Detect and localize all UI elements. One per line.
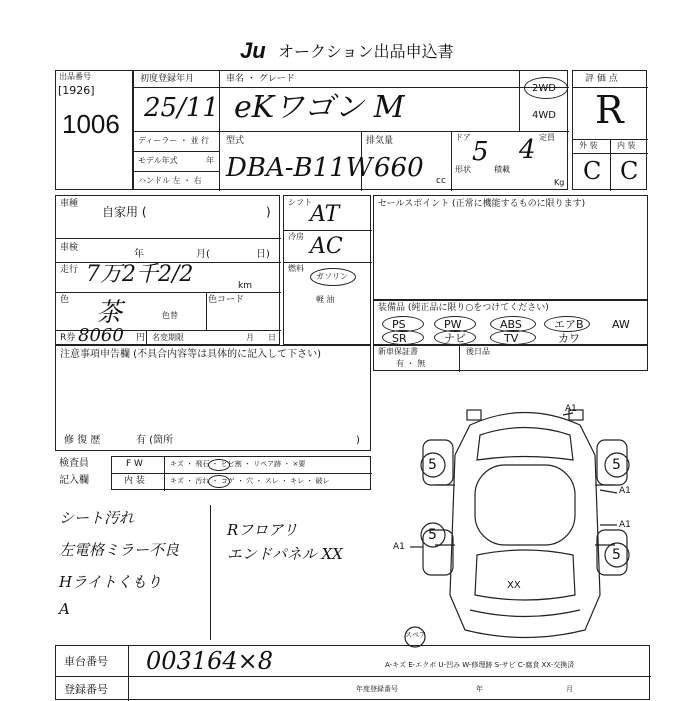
remark-right-1: エンドパネル XX	[227, 545, 343, 563]
type-label: 型式	[226, 136, 245, 146]
recycle-label: R券	[60, 333, 76, 343]
inspection-day: 日)	[256, 249, 270, 260]
damage-legend: A-キズ E-エクボ U-凹み W-修理跡 S-サビ C-腐食 XX-交換済	[385, 661, 575, 669]
warranty-box	[373, 345, 648, 371]
notes-label: 注意事項申告欄 (不具合内容等は具体的に記入して下さい)	[60, 349, 321, 360]
first-reg-label: 初度登録年月	[140, 74, 195, 84]
first-reg-value: 25/11	[144, 93, 219, 123]
name-change-label: 名変期限	[152, 333, 184, 342]
drive-2wd: 2WD	[532, 83, 556, 94]
color-label: 色	[60, 295, 70, 305]
capacity-value: 4	[519, 135, 536, 165]
repair-value: 有 (箇所	[136, 435, 174, 446]
chassis-value: 003164×8	[146, 647, 273, 675]
logo: Ju	[240, 38, 266, 63]
equip-leather: カワ	[558, 332, 580, 345]
remarks-area	[55, 505, 385, 640]
registration-block	[55, 195, 280, 345]
interior-items: キズ ・ 汚れ ・ コゲ ・ 穴 ・ スレ ・ キレ ・ 破レ	[170, 477, 330, 485]
mileage-label: 走行	[60, 265, 79, 275]
notes-box	[55, 345, 371, 451]
repair-close: )	[356, 435, 360, 446]
mark-left-rear: A1	[393, 542, 405, 552]
equip-aw: AW	[612, 318, 630, 331]
equip-pw: PW	[444, 318, 462, 331]
equip-airbag: エアB	[554, 318, 584, 331]
bottom-row-label: 年度登録番号	[356, 685, 398, 693]
car-diagram	[395, 395, 655, 665]
mark-wheel-fl: 5	[428, 457, 437, 473]
equip-sr: SR	[392, 332, 407, 345]
model-year-suffix: 年	[206, 156, 214, 165]
type-value: DBA-B11W	[226, 153, 373, 183]
interior-check-label: 内 装	[124, 476, 145, 486]
doors-value: 5	[472, 137, 489, 167]
equip-tv: TV	[504, 332, 519, 345]
fuel-gasoline: ガソリン	[316, 272, 348, 281]
mileage-value: 7万2千2/2	[86, 262, 194, 287]
aircon-label: 冷房	[288, 232, 304, 241]
recycle-yen: 円	[136, 333, 146, 343]
mark-wheel-rr: 5	[612, 547, 621, 563]
vehicle-name-value: eKワゴン M	[234, 90, 405, 125]
capacity-label: 定員	[539, 133, 555, 142]
mark-right-rear: A1	[619, 520, 631, 530]
name-label: 車名 ・ グレード	[226, 74, 295, 84]
drive-4wd: 4WD	[532, 110, 556, 121]
interior-value: C	[620, 157, 639, 185]
remark-right-0: Rフロアリ	[227, 521, 298, 539]
rating-label: 評 価 点	[585, 74, 618, 84]
name-change-day: 日	[268, 333, 276, 342]
interior-label: 内 装	[617, 141, 636, 150]
vehicle-info	[133, 70, 568, 190]
usage-value: 自家用 (	[102, 205, 147, 219]
mark-wheel-rl: 5	[428, 527, 437, 543]
footer-block	[55, 645, 650, 700]
rating-box	[572, 70, 647, 190]
checker-block	[55, 456, 371, 490]
warranty-options: 有 ・ 無	[396, 359, 426, 368]
color-value: 茶	[96, 298, 123, 328]
lot-number: 1006	[62, 109, 120, 139]
warranty-back-label: 後日品	[466, 347, 490, 356]
entry-label: 記入欄	[59, 475, 89, 486]
inspection-month: 月(	[196, 249, 210, 260]
sales-point-box	[373, 195, 648, 300]
color-change-label: 色替	[162, 311, 178, 320]
remark-left-2: Hライトくもり	[59, 573, 162, 591]
model-year-label: モデル年式	[138, 156, 178, 165]
name-change-month: 月	[246, 333, 254, 342]
sales-point-label: セールスポイント (正常に機能するものに限ります)	[378, 199, 586, 209]
exterior-label: 外 装	[579, 141, 598, 150]
fuel-diesel: 軽 油	[316, 295, 335, 304]
lot-box	[55, 70, 133, 190]
fw-label: F W	[126, 459, 143, 469]
equip-navi: ナビ	[444, 332, 466, 345]
aircon-value: AC	[310, 234, 343, 259]
shift-label: シフト	[288, 198, 312, 207]
cc-unit: cc	[436, 176, 446, 186]
inspection-label: 車検	[60, 243, 79, 253]
inspector-label: 検査員	[59, 458, 89, 469]
repair-label: 修 復 歴	[64, 435, 101, 446]
dealer-label: ディーラー ・ 並 行	[138, 136, 209, 145]
equipment-label: 装備品 (純正品に限り○をつけてください)	[378, 303, 549, 313]
usage-label: 車種	[60, 199, 79, 209]
remark-left-3: A	[59, 600, 70, 618]
load-label: 積載	[494, 165, 510, 174]
fuel-label: 燃料	[288, 264, 304, 273]
remark-left-0: シート汚れ	[59, 509, 135, 527]
equipment-box	[373, 300, 648, 345]
mileage-unit: km	[238, 281, 252, 291]
displacement-value: 660	[374, 153, 424, 183]
usage-close: )	[266, 205, 271, 219]
door-label: ドア	[455, 133, 471, 142]
mark-rear: XX	[507, 580, 521, 591]
exterior-value: C	[583, 157, 602, 185]
mark-right-front: A1	[619, 486, 631, 496]
warranty-label: 新車保証書	[378, 347, 418, 356]
rating-value: R	[595, 88, 624, 132]
mark-front-right: A1	[565, 404, 577, 414]
equip-abs: ABS	[500, 318, 522, 331]
shift-value: AT	[310, 202, 340, 227]
bottom-month: 月	[566, 685, 573, 693]
handle-label: ハンドル 左 ・ 右	[138, 176, 202, 185]
shape-label: 形状	[455, 165, 471, 174]
kg-unit: Kg	[554, 178, 565, 187]
color-code-label: 色コード	[208, 295, 245, 305]
drivetrain-block	[283, 195, 371, 345]
equip-ps: PS	[392, 318, 406, 331]
remark-left-1: 左電格ミラー不良	[59, 541, 180, 559]
displacement-label: 排気量	[366, 136, 394, 146]
recycle-value: 8060	[78, 325, 124, 346]
header	[240, 38, 500, 68]
lot-stamp: 出品番号	[59, 72, 91, 81]
lot-code: [1926]	[58, 84, 95, 97]
spare-label: スペア	[405, 631, 426, 639]
mark-wheel-fr: 5	[612, 457, 621, 473]
bottom-year: 年	[476, 685, 483, 693]
registration-label: 登録番号	[64, 683, 108, 696]
chassis-label: 車台番号	[64, 655, 108, 668]
fw-items: キズ ・ 飛石 ・ ヒビ割 ・ リペア跡 ・ ×要	[170, 460, 306, 468]
document-title: オークション出品申込書	[278, 42, 454, 61]
inspection-year: 年	[134, 249, 144, 260]
